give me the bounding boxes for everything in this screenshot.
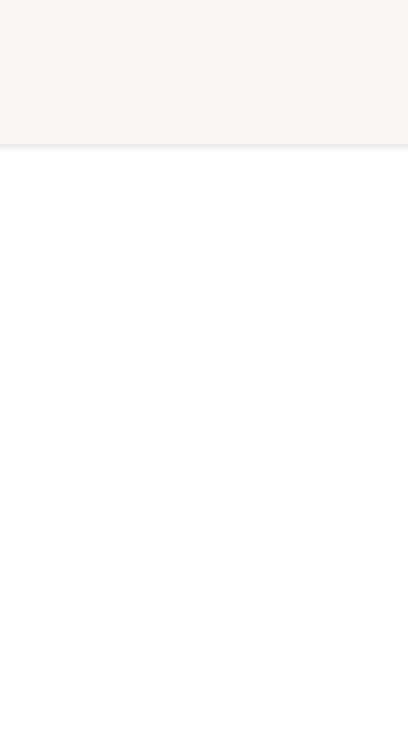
- top-page-panel: [0, 0, 408, 144]
- page-separator: [0, 144, 408, 152]
